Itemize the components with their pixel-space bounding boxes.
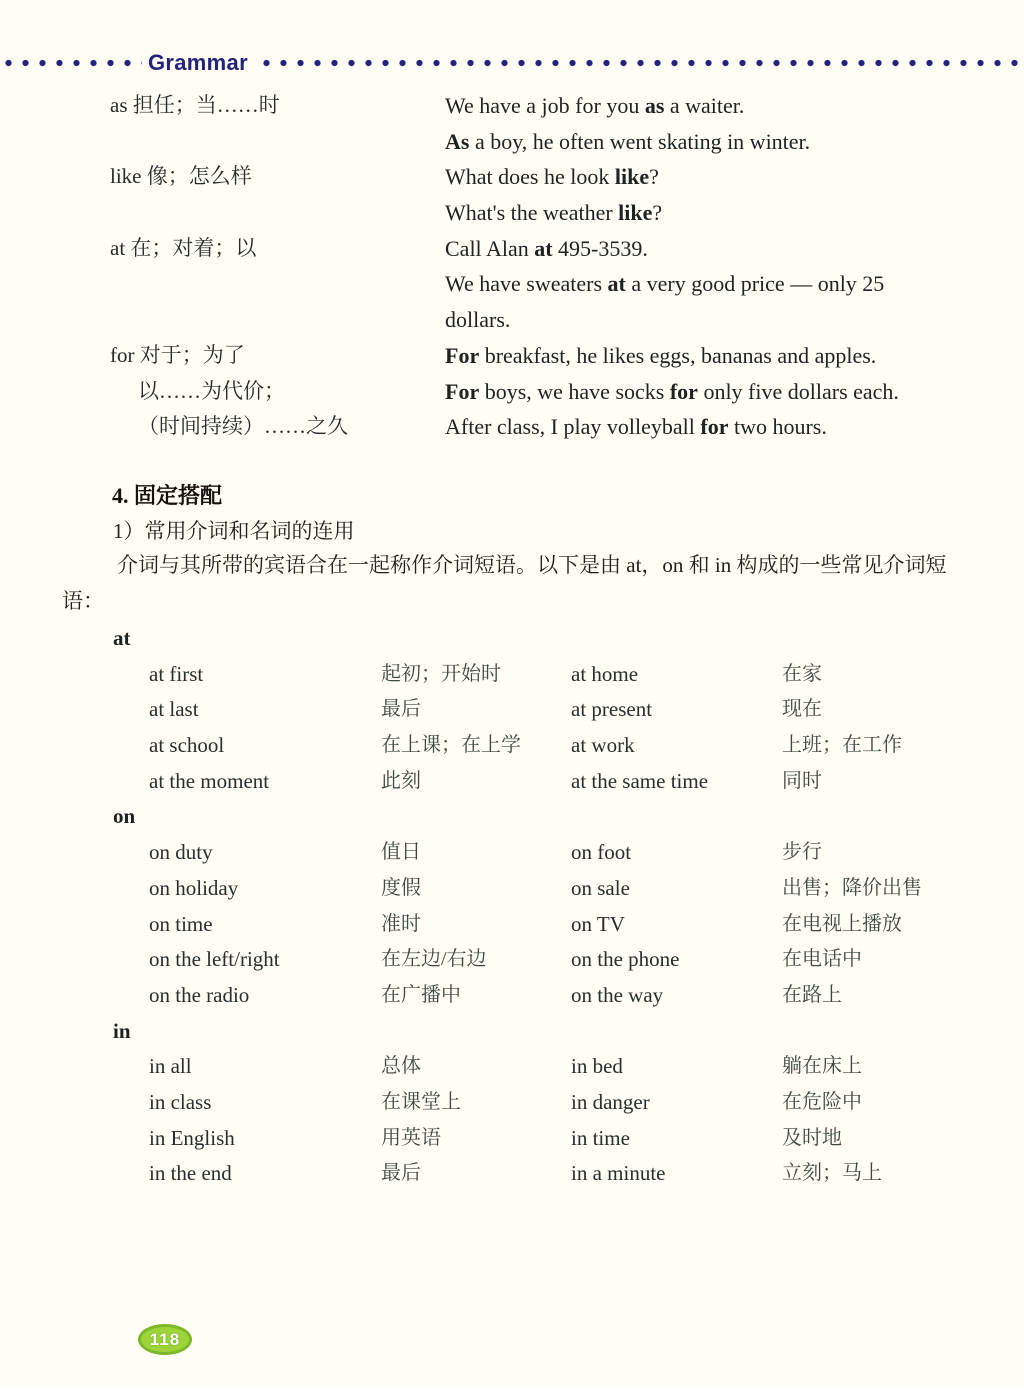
phrase-chinese-2: 出售；降价出售 — [782, 876, 922, 899]
phrase-english-2: in a minute — [571, 1161, 666, 1186]
example-text: 495-3539. — [552, 235, 648, 261]
grammar-section-title: Grammar — [148, 50, 248, 75]
phrase-chinese-2: 在电话中 — [782, 948, 862, 971]
phrase-english-2: in bed — [571, 1054, 623, 1079]
phrase-english-1: in English — [149, 1125, 235, 1150]
phrase-group-head: at — [113, 626, 131, 650]
prep-example-sentence — [445, 88, 980, 124]
example-text: a waiter. — [664, 93, 745, 118]
prep-example-sentence — [445, 195, 980, 231]
prep-meaning: like 像；怎么样 — [110, 164, 252, 189]
phrase-english-2: at work — [571, 733, 635, 758]
example-text: We have sweaters — [445, 271, 608, 297]
phrase-english-2: on foot — [571, 840, 632, 865]
phrase-english-1: on time — [149, 911, 213, 936]
example-text: We have a job for you — [445, 93, 645, 118]
phrase-english-2: at present — [571, 697, 653, 722]
phrase-row — [113, 1049, 983, 1085]
phrase-chinese-1: 此刻 — [381, 769, 421, 792]
page-number-badge: 118 — [138, 1324, 192, 1355]
prep-row — [110, 266, 980, 302]
example-bold-word: For — [445, 378, 480, 404]
phrase-chinese-1: 在上课；在上学 — [381, 734, 521, 757]
example-text: a very good price — only 25 — [625, 271, 885, 297]
prep-row — [110, 195, 980, 231]
phrase-chinese-2: 上班；在工作 — [782, 734, 902, 757]
phrase-chinese-2: 躺在床上 — [782, 1055, 862, 1078]
phrase-chinese-1: 值日 — [381, 841, 421, 864]
phrase-group-head: in — [113, 1018, 131, 1043]
phrase-row — [113, 728, 983, 764]
example-text: a boy, he often went skating in winter. — [469, 128, 811, 154]
example-bold-word: as — [644, 93, 665, 118]
prep-row — [110, 124, 980, 160]
phrase-row — [113, 692, 983, 728]
example-text: Call Alan — [445, 235, 535, 261]
prep-meaning: 以……为代价； — [138, 378, 285, 403]
phrase-chinese-2: 在家 — [782, 662, 822, 685]
phrase-english-2: on the phone — [571, 947, 680, 972]
prep-row — [110, 374, 980, 410]
phrase-chinese-1: 总体 — [381, 1055, 421, 1078]
phrase-english-1: in class — [149, 1089, 212, 1114]
example-text: only five dollars each. — [697, 378, 899, 404]
prep-meaning: at 在；对着；以 — [110, 235, 257, 260]
phrase-chinese-2: 在电视上播放 — [782, 912, 902, 935]
phrase-row — [113, 1121, 983, 1157]
phrase-english-2: on TV — [571, 911, 625, 936]
phrase-english-1: in all — [149, 1054, 192, 1079]
phrase-chinese-1: 准时 — [381, 912, 421, 935]
example-bold-word: like — [614, 164, 650, 190]
phrase-row — [113, 978, 983, 1014]
example-bold-word: at — [607, 271, 626, 297]
example-text: What does he look — [445, 164, 615, 190]
phrase-chinese-2: 在危险中 — [782, 1090, 862, 1113]
prep-row — [110, 302, 980, 338]
phrase-chinese-1: 最后 — [381, 698, 421, 721]
prep-meaning — [110, 302, 445, 338]
phrase-english-2: on sale — [571, 875, 630, 900]
phrase-english-1: on the left/right — [149, 947, 280, 972]
phrase-chinese-1: 在课堂上 — [381, 1090, 461, 1113]
prep-meaning — [110, 266, 445, 302]
phrase-chinese-2: 及时地 — [782, 1126, 842, 1149]
phrase-english-1: on duty — [149, 840, 213, 865]
phrase-chinese-1: 最后 — [381, 1162, 421, 1185]
example-text: dollars. — [445, 307, 511, 333]
section-heading: 4. 固定搭配 — [112, 483, 223, 508]
section-paragraph: 介词与其所带的宾语合在一起称作介词短语。以下是由 at，on 和 in 构成的一些常见介词短语： — [62, 553, 947, 613]
example-text: two hours. — [728, 414, 827, 440]
phrase-english-1: at first — [149, 661, 204, 686]
prep-meaning — [110, 195, 445, 231]
prep-example-sentence — [445, 409, 980, 445]
prep-example-sentence — [445, 374, 980, 410]
phrase-row — [113, 871, 983, 907]
phrase-english-2: in danger — [571, 1089, 650, 1114]
prep-example-sentence — [445, 159, 980, 195]
phrase-english-1: in the end — [149, 1161, 232, 1186]
phrase-row — [113, 657, 983, 693]
phrase-chinese-2: 同时 — [782, 769, 822, 792]
phrase-row — [113, 764, 983, 800]
prep-meaning: （时间持续）……之久 — [138, 414, 348, 439]
dotted-rule-right — [258, 59, 1024, 67]
example-bold-word: As — [445, 128, 470, 154]
header-rule — [0, 50, 1024, 76]
phrase-chinese-1: 在左边/右边 — [381, 948, 487, 971]
prep-example-sentence — [445, 266, 980, 302]
phrase-row — [113, 1085, 983, 1121]
example-text: boys, we have socks — [479, 378, 670, 404]
phrase-chinese-1: 用英语 — [381, 1126, 441, 1149]
dotted-rule-left — [0, 59, 142, 67]
example-bold-word: like — [618, 200, 653, 226]
prep-meaning: for 对于；为了 — [110, 342, 245, 367]
phrase-row — [113, 942, 983, 978]
prep-row — [110, 231, 980, 267]
prep-row — [110, 338, 980, 374]
phrase-row — [113, 907, 983, 943]
preposition-usage-table — [110, 88, 980, 445]
phrase-chinese-2: 在路上 — [782, 983, 842, 1006]
example-text: breakfast, he likes eggs, bananas and apples. — [479, 342, 877, 368]
phrase-chinese-2: 立刻；马上 — [782, 1162, 882, 1185]
phrase-chinese-1: 度假 — [381, 876, 421, 899]
phrase-chinese-2: 现在 — [782, 698, 822, 721]
phrase-collocation-table — [113, 621, 983, 1192]
prep-meaning — [110, 124, 445, 160]
phrase-english-2: in time — [571, 1125, 630, 1150]
prep-example-sentence — [445, 124, 980, 160]
prep-meaning: as 担任；当……时 — [110, 93, 280, 117]
prep-row — [110, 409, 980, 445]
phrase-row — [113, 1156, 983, 1192]
example-bold-word: For — [445, 342, 480, 368]
example-bold-word: at — [534, 235, 553, 261]
example-text: ? — [649, 164, 659, 190]
phrase-row — [113, 835, 983, 871]
example-text: What's the weather — [445, 200, 619, 226]
phrase-group-head: on — [113, 804, 136, 829]
phrase-english-1: at school — [149, 733, 225, 758]
phrase-english-2: at the same time — [571, 768, 709, 793]
phrase-english-1: on the radio — [149, 982, 250, 1007]
phrase-english-1: at last — [149, 697, 199, 722]
example-text: After class, I play volleyball — [445, 414, 701, 440]
phrase-chinese-2: 步行 — [782, 841, 822, 864]
phrase-english-1: on holiday — [149, 875, 239, 900]
prep-row — [110, 159, 980, 195]
example-bold-word: for — [669, 378, 698, 404]
phrase-english-2: on the way — [571, 982, 664, 1007]
example-text: ? — [652, 200, 663, 226]
phrase-chinese-1: 起初；开始时 — [381, 662, 501, 685]
prep-example-sentence — [445, 231, 980, 267]
phrase-english-2: at home — [571, 661, 639, 686]
prep-example-sentence — [445, 338, 980, 374]
prep-row — [110, 88, 980, 124]
prep-example-sentence — [445, 302, 980, 338]
phrase-english-1: at the moment — [149, 768, 270, 793]
example-bold-word: for — [700, 414, 729, 440]
phrase-chinese-1: 在广播中 — [381, 983, 461, 1006]
section-subheading: 1）常用介词和名词的连用 — [113, 519, 355, 543]
